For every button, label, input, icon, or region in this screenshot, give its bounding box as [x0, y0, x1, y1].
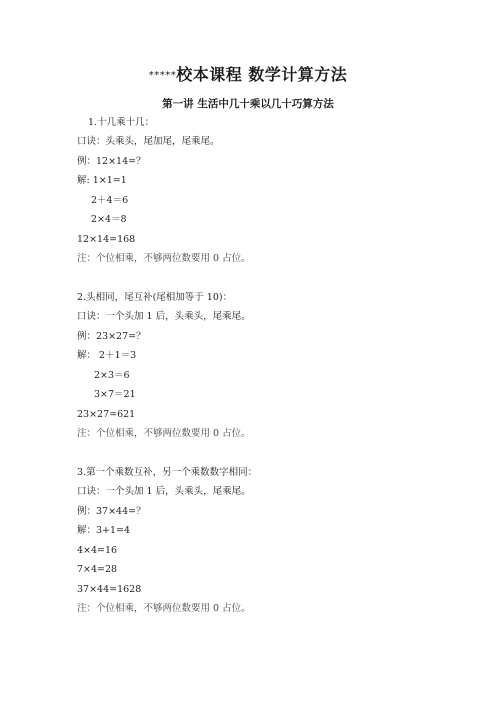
section-3-rule: 口诀：一个头加 1 后，头乘头，尾乘尾。	[77, 486, 251, 497]
section-3-example: 例：37×44=？	[77, 506, 146, 517]
section-2-step-3: 3×7＝21	[94, 389, 136, 400]
section-2-note: 注：个位相乘，不够两位数要用 0 占位。	[77, 428, 251, 439]
section-1-rule: 口诀：头乘头，尾加尾，尾乘尾。	[77, 136, 220, 147]
section-2-heading: 2.头相同，尾互补(尾相加等于 10)：	[77, 292, 233, 303]
section-3-heading: 3.第一个乘数互补，另一个乘数数字相同：	[77, 467, 258, 478]
section-3-step-1: 解：3+1=4	[77, 525, 131, 536]
title-text: 校本课程 数学计算方法	[176, 65, 348, 84]
section-3-result: 37×44=1628	[77, 584, 142, 595]
section-1-step-2: 2＋4＝6	[91, 195, 129, 206]
section-3-step-3: 7×4=28	[77, 564, 118, 575]
section-1-example: 例：12×14=？	[77, 156, 146, 167]
section-2-step-1: 解： 2＋1＝3	[77, 350, 137, 361]
section-2-rule: 口诀：一个头加 1 后，头乘头，尾乘尾。	[77, 311, 251, 322]
section-1-step-3: 2×4＝8	[91, 214, 127, 225]
section-1-result: 12×14=168	[77, 234, 136, 245]
lesson-subtitle: 第一讲 生活中几十乘以几十巧算方法	[162, 98, 334, 110]
section-1-step-1: 解: 1×1=1	[77, 175, 127, 186]
section-1-note: 注：个位相乘，不够两位数要用 0 占位。	[77, 253, 251, 264]
section-2-result: 23×27=621	[77, 409, 136, 420]
title-stars: *****	[148, 70, 177, 81]
section-1-heading: 1.十几乘十几：	[88, 117, 155, 128]
section-3-note: 注：个位相乘，不够两位数要用 0 占位。	[77, 603, 251, 614]
section-2-example: 例：23×27=？	[77, 331, 146, 342]
section-2-step-2: 2×3＝6	[94, 370, 130, 381]
page-title	[0, 62, 496, 85]
section-3-step-2: 4×4=16	[77, 545, 118, 556]
